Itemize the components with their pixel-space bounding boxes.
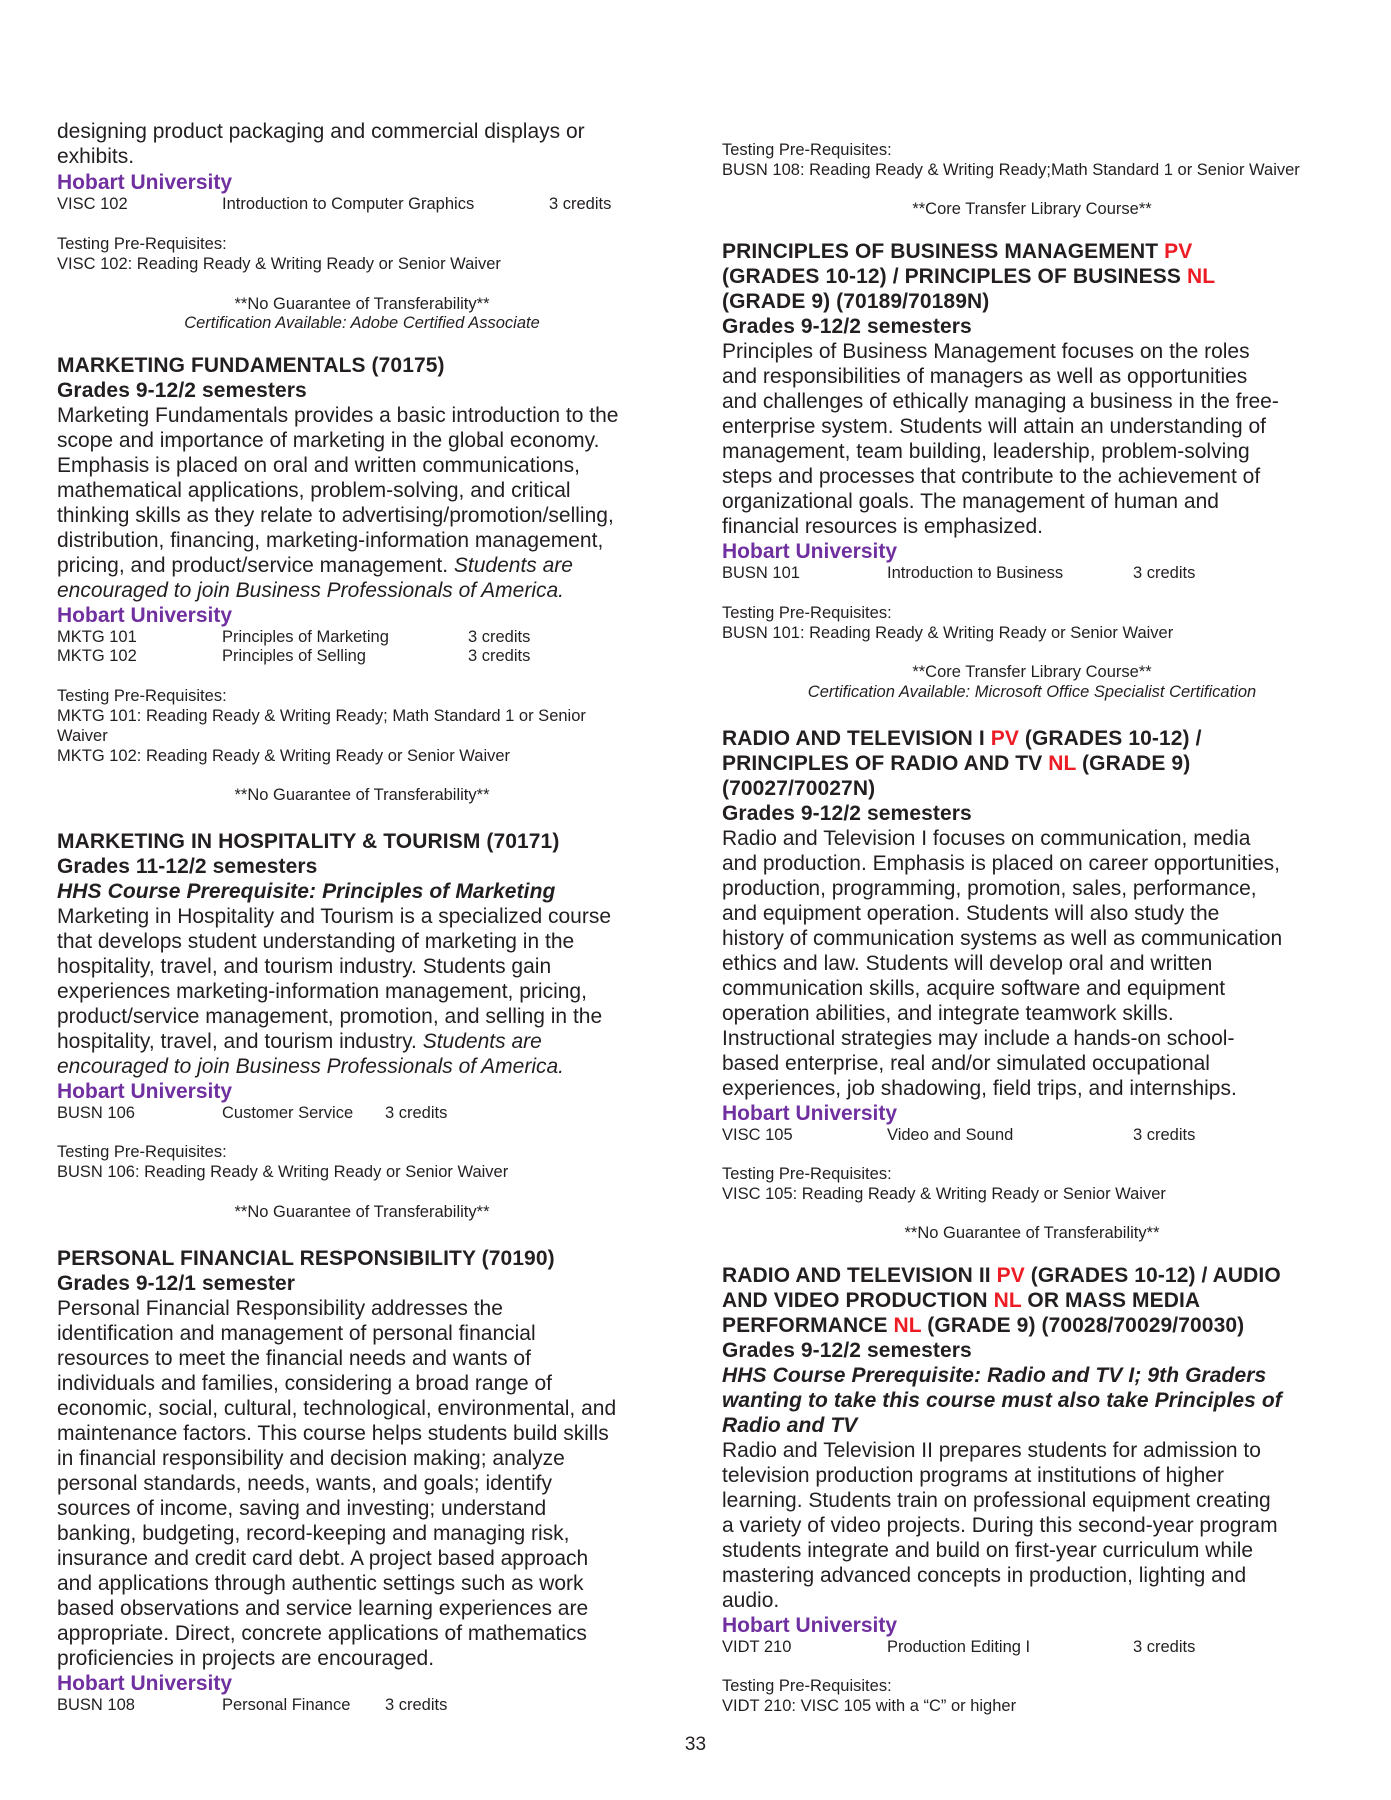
description-line: personal standards, needs, wants, and goals; identify [57,1472,552,1495]
course-code: VISC 102 [57,195,128,213]
certification-note: Certification Available: Microsoft Office Specialist Certification [807,683,1257,701]
nl-badge: NL [893,1314,922,1337]
course-credits: 3 credits [468,647,531,665]
description-line: history of communication systems as well as communication [722,927,1283,950]
course-title: (GRADE 9) (70189/70189N) [722,290,990,313]
description-line: hospitality, travel, and tourism industry. Students gain [57,955,552,978]
course-row [57,628,677,647]
description-line: and applications through authentic settings such as work [57,1572,584,1595]
title-text: OR MASS MEDIA [1021,1289,1201,1312]
course-row [57,1696,677,1715]
course-title: MARKETING FUNDAMENTALS (70175) [57,354,445,377]
course-credits: 3 credits [1133,564,1196,582]
title-text: PRINCIPLES OF BUSINESS MANAGEMENT [722,240,1165,263]
description-line: based observations and service learning experiences are [57,1597,589,1620]
description-line: mathematical applications, problem-solving, and critical [57,479,571,502]
course-credits: 3 credits [1133,1126,1196,1144]
intro-line: designing product packaging and commercial displays or [57,120,585,143]
description-line: organizational goals. The management of human and [722,490,1219,513]
university-name: Hobart University [57,1080,233,1103]
description-line: based enterprise, real and/or simulated occupational [722,1052,1210,1075]
description-line: banking, budgeting, record-keeping and managing risk, [57,1522,570,1545]
course-grades: Grades 11-12/2 semesters [57,855,318,878]
course-grades: Grades 9-12/2 semesters [722,315,972,338]
course-code: VISC 105 [722,1126,793,1144]
university-name: Hobart University [57,171,233,194]
pv-badge: PV [990,727,1019,750]
title-text: (GRADES 10-12) / [1018,727,1202,750]
prereq-line: BUSN 106: Reading Ready & Writing Ready or Senior Waiver [57,1163,509,1181]
description-line: resources to meet the financial needs and wants of [57,1347,531,1370]
certification-note: Certification Available: Adobe Certified Associate [184,314,540,332]
description-line: and responsibilities of managers as well as opportunities [722,365,1248,388]
pv-badge: PV [1164,240,1193,263]
testing-label: Testing Pre-Requisites: [722,1165,892,1183]
title-text: (GRADE 9) [1076,752,1191,775]
description-line: maintenance factors. This course helps students build skills [57,1422,609,1445]
description-line: steps and processes that contribute to the achievement of [722,465,1261,488]
course-code: BUSN 108 [57,1696,135,1714]
course-code: VIDT 210 [722,1638,792,1656]
course-grades: Grades 9-12/2 semesters [722,802,972,825]
description-line: Radio and Television I focuses on communication, media [722,827,1251,850]
title-text: RADIO AND TELEVISION II [722,1264,997,1287]
title-text: (GRADE 9) (70028/70029/70030) [921,1314,1245,1337]
course-name: Introduction to Business [887,564,1064,582]
course-row [722,1638,1342,1657]
description-line: Emphasis is placed on oral and written communications, [57,454,580,477]
description-text: pricing, and product/service management. [57,554,454,577]
description-line: production, programming, promotion, sales, performance, [722,877,1257,900]
core-transfer-note: **Core Transfer Library Course** [912,200,1152,218]
course-code: MKTG 102 [57,647,137,665]
description-line: Personal Financial Responsibility addresses the [57,1297,503,1320]
title-text: PRINCIPLES OF RADIO AND TV [722,752,1049,775]
description-line: operation abilities, and integrate teamwork skills. [722,1002,1174,1025]
description-line: experiences marketing-information management, pricing, [57,980,587,1003]
course-prerequisite: Radio and TV [722,1414,858,1437]
description-line: television production programs at institutions of higher [722,1464,1224,1487]
description-line: ethics and law. Students will develop oral and written [722,952,1213,975]
prereq-line: BUSN 108: Reading Ready & Writing Ready;Math Standard 1 or Senior Waiver [722,161,1300,179]
description-line: financial resources is emphasized. [722,515,1043,538]
description-line: sources of income, saving and investing; understand [57,1497,547,1520]
description-italic: Students are [422,1030,542,1053]
description-line: individuals and families, considering a broad range of [57,1372,552,1395]
course-title [722,726,1202,751]
title-text: (GRADES 10-12) / AUDIO [1024,1264,1281,1287]
course-credits: 3 credits [385,1696,448,1714]
prereq-line: BUSN 101: Reading Ready & Writing Ready or Senior Waiver [722,624,1174,642]
course-prerequisite: HHS Course Prerequisite: Principles of Marketing [57,880,556,903]
description-line: and challenges of ethically managing a business in the free- [722,390,1279,413]
course-title: PERSONAL FINANCIAL RESPONSIBILITY (70190) [57,1247,555,1270]
description-line: appropriate. Direct, concrete applications of mathematics [57,1622,587,1645]
course-name: Introduction to Computer Graphics [222,195,475,213]
description-line: that develops student understanding of marketing in the [57,930,575,953]
course-credits: 3 credits [1133,1638,1196,1656]
description-text: hospitality, travel, and tourism industry. [57,1030,423,1053]
description-line: product/service management, promotion, and selling in the [57,1005,603,1028]
nl-badge: NL [1186,265,1216,288]
transfer-note: **No Guarantee of Transferability** [904,1224,1160,1242]
course-code: BUSN 101 [722,564,800,582]
course-name: Video and Sound [887,1126,1014,1144]
testing-label: Testing Pre-Requisites: [57,687,227,705]
testing-label: Testing Pre-Requisites: [57,235,227,253]
description-line: a variety of video projects. During this second-year program [722,1514,1278,1537]
course-name: Principles of Marketing [222,628,389,646]
university-name: Hobart University [57,1672,233,1695]
description-line: experiences, job shadowing, field trips, and internships. [722,1077,1237,1100]
description-line: management, team building, leadership, problem-solving [722,440,1250,463]
description-line: enterprise system. Students will attain an understanding of [722,415,1266,438]
course-prerequisite: HHS Course Prerequisite: Radio and TV I; 9th Graders [722,1364,1267,1387]
description-italic: encouraged to join Business Professionals of America. [57,579,564,602]
testing-label: Testing Pre-Requisites: [722,604,892,622]
course-title [722,1313,1244,1338]
course-title [722,1288,1200,1313]
description-line: economic, social, cultural, technological, environmental, and [57,1397,617,1420]
transfer-note: **No Guarantee of Transferability** [234,786,490,804]
description-line: mastering advanced concepts in production, lighting and [722,1564,1247,1587]
description-line: scope and importance of marketing in the global economy. [57,429,600,452]
description-line: and production. Emphasis is placed on career opportunities, [722,852,1280,875]
description-line: thinking skills as they relate to advertising/promotion/selling, [57,504,614,527]
testing-label: Testing Pre-Requisites: [722,141,892,159]
title-text: PERFORMANCE [722,1314,894,1337]
university-name: Hobart University [722,1614,898,1637]
course-credits: 3 credits [549,195,612,213]
transfer-note: **No Guarantee of Transferability** [234,295,490,313]
description-line: proficiencies in projects are encouraged. [57,1647,435,1670]
course-title [722,264,1215,289]
prereq-line: MKTG 101: Reading Ready & Writing Ready; Math Standard 1 or Senior [57,707,586,725]
prereq-line: VIDT 210: VISC 105 with a “C” or higher [722,1697,1017,1715]
description-line: insurance and credit card debt. A project based approach [57,1547,589,1570]
course-row [57,195,677,214]
course-title [722,751,1190,776]
course-name: Principles of Selling [222,647,366,665]
testing-label: Testing Pre-Requisites: [57,1143,227,1161]
nl-badge: NL [993,1289,1022,1312]
course-grades: Grades 9-12/1 semester [57,1272,296,1295]
course-row [722,564,1342,583]
description-line [57,1029,542,1054]
course-credits: 3 credits [385,1104,448,1122]
description-line: Marketing Fundamentals provides a basic introduction to the [57,404,619,427]
description-line: Marketing in Hospitality and Tourism is a specialized course [57,905,612,928]
description-line: learning. Students train on professional equipment creating [722,1489,1271,1512]
transfer-note: **No Guarantee of Transferability** [234,1203,490,1221]
course-credits: 3 credits [468,628,531,646]
description-line: Radio and Television II prepares students for admission to [722,1439,1261,1462]
course-row [57,647,677,666]
description-line [57,553,573,578]
title-text: (GRADES 10-12) / PRINCIPLES OF BUSINESS [722,265,1187,288]
course-code: MKTG 101 [57,628,137,646]
description-line: identification and management of personal financial [57,1322,536,1345]
course-title: MARKETING IN HOSPITALITY & TOURISM (70171) [57,830,560,853]
core-transfer-note: **Core Transfer Library Course** [912,663,1152,681]
prereq-line: Waiver [57,727,108,745]
description-line: Instructional strategies may include a hands-on school- [722,1027,1235,1050]
description-italic: encouraged to join Business Professionals of America. [57,1055,564,1078]
prereq-line: MKTG 102: Reading Ready & Writing Ready or Senior Waiver [57,747,511,765]
description-line: students integrate and build on first-year curriculum while [722,1539,1254,1562]
university-name: Hobart University [57,604,233,627]
course-grades: Grades 9-12/2 semesters [722,1339,972,1362]
description-line: and equipment operation. Students will also study the [722,902,1220,925]
course-row [57,1104,677,1123]
course-grades: Grades 9-12/2 semesters [57,379,307,402]
course-name: Personal Finance [222,1696,351,1714]
description-line: audio. [722,1589,780,1612]
nl-badge: NL [1048,752,1077,775]
description-line: in financial responsibility and decision making; analyze [57,1447,565,1470]
page-number: 33 [684,1734,707,1755]
description-line: communication skills, acquire software and equipment [722,977,1226,1000]
course-title: (70027/70027N) [722,777,876,800]
intro-line: exhibits. [57,145,135,168]
university-name: Hobart University [722,540,898,563]
course-title [722,1263,1281,1288]
course-prerequisite: wanting to take this course must also take Principles of [722,1389,1282,1412]
description-line: Principles of Business Management focuses on the roles [722,340,1250,363]
testing-label: Testing Pre-Requisites: [722,1677,892,1695]
course-row [722,1126,1342,1145]
course-code: BUSN 106 [57,1104,135,1122]
course-name: Production Editing I [887,1638,1031,1656]
prereq-line: VISC 102: Reading Ready & Writing Ready or Senior Waiver [57,255,501,273]
title-text: RADIO AND TELEVISION I [722,727,991,750]
prereq-line: VISC 105: Reading Ready & Writing Ready or Senior Waiver [722,1185,1166,1203]
description-italic: Students are [453,554,573,577]
pv-badge: PV [996,1264,1025,1287]
university-name: Hobart University [722,1102,898,1125]
course-title [722,239,1192,264]
description-line: distribution, financing, marketing-information management, [57,529,604,552]
course-name: Customer Service [222,1104,354,1122]
title-text: AND VIDEO PRODUCTION [722,1289,994,1312]
